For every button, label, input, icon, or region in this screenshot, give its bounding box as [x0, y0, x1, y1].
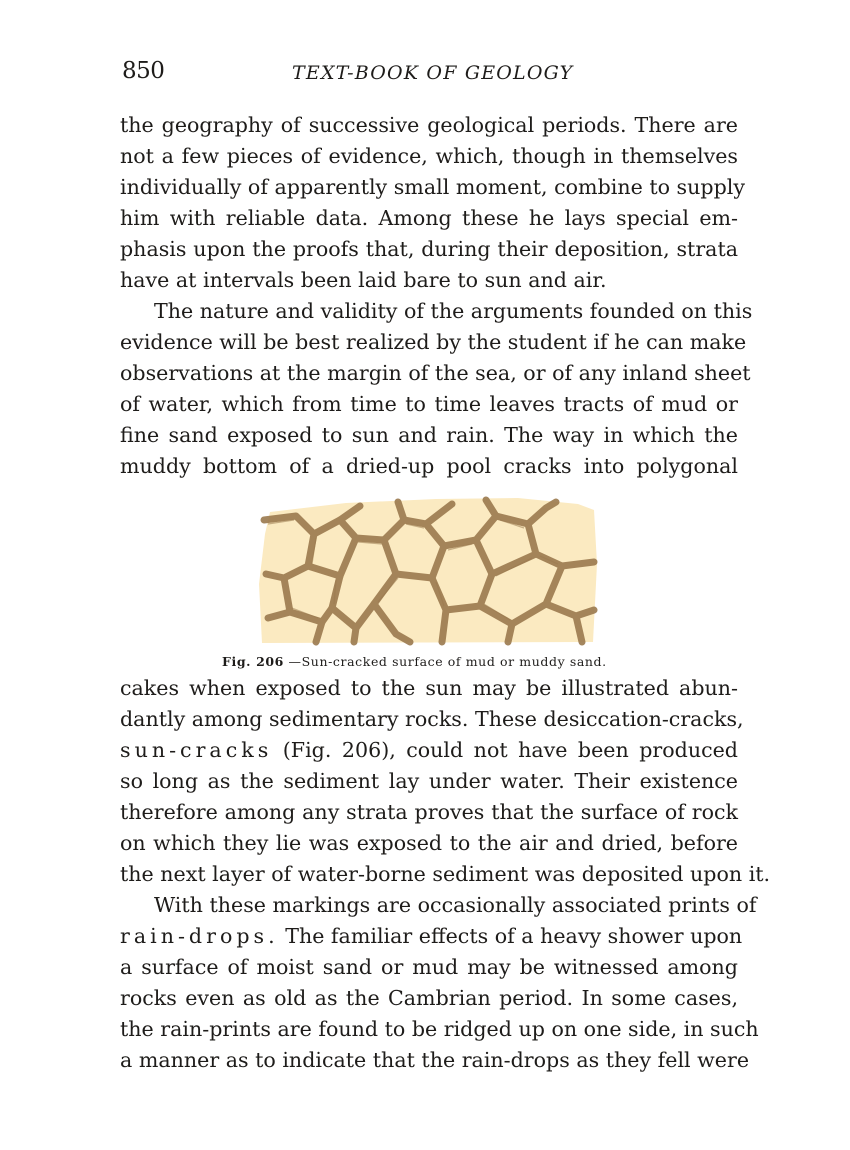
text-line: observations at the margin of the sea, or of any inland sheet: [120, 361, 751, 385]
figure-caption: [222, 654, 607, 669]
text-line: evidence will be best realized by the student if he can make: [120, 330, 747, 354]
page-number: 850: [122, 58, 165, 84]
text-line: phasis upon the proofs that, during their deposition, strata: [120, 237, 738, 261]
text-line: a manner as to indicate that the rain-drops as they fell were: [120, 1048, 750, 1072]
figure-caption-text: —Sun-cracked surface of mud or muddy sand.: [288, 654, 607, 669]
text-line-rest: The familiar effects of a heavy shower upon: [278, 924, 743, 948]
text-line: on which they lie was exposed to the air and dried, before: [120, 831, 738, 855]
body-text-top: [120, 110, 753, 482]
text-line: him with reliable data. Among these he lays special em-: [120, 206, 738, 230]
text-line: a surface of moist sand or mud may be witnessed among: [120, 955, 738, 979]
text-line: individually of apparently small moment, combine to supply: [120, 175, 745, 199]
text-line: With these markings are occasionally associated prints of: [154, 893, 757, 917]
text-line-rest: (Fig. 206), could not have been produced: [272, 738, 738, 762]
text-line: the rain-prints are found to be ridged up on one side, in such: [120, 1017, 759, 1041]
sun-cracked-mud-figure: [256, 494, 598, 646]
text-line: not a few pieces of evidence, which, though in themselves: [120, 144, 738, 168]
body-text-bottom: [120, 673, 771, 1076]
spaced-term: sun-cracks: [120, 738, 273, 762]
figure-caption-label: Fig. 206: [222, 654, 284, 669]
text-line: dantly among sedimentary rocks. These desiccation-cracks,: [120, 707, 744, 731]
text-line: fine sand exposed to sun and rain. The way in which the: [120, 423, 738, 447]
text-line: [120, 735, 738, 766]
text-line: cakes when exposed to the sun may be illustrated abun-: [120, 676, 738, 700]
text-line: muddy bottom of a dried-up pool cracks into polygonal: [120, 454, 738, 478]
text-line: The nature and validity of the arguments founded on this: [154, 299, 753, 323]
text-line: [120, 921, 743, 952]
text-line: the next layer of water-borne sediment was deposited upon it.: [120, 862, 771, 886]
text-line: therefore among any strata proves that the surface of rock: [120, 800, 738, 824]
text-line: so long as the sediment lay under water. Their existence: [120, 769, 738, 793]
text-line: have at intervals been laid bare to sun and air.: [120, 268, 607, 292]
text-line: the geography of successive geological periods. There are: [120, 113, 738, 137]
sun-crack-illustration: [256, 494, 598, 646]
text-line: of water, which from time to time leaves tracts of mud or: [120, 392, 738, 416]
running-head: TEXT-BOOK OF GEOLOGY: [292, 62, 574, 84]
spaced-term: rain-drops.: [120, 924, 279, 948]
text-line: rocks even as old as the Cambrian period. In some cases,: [120, 986, 738, 1010]
